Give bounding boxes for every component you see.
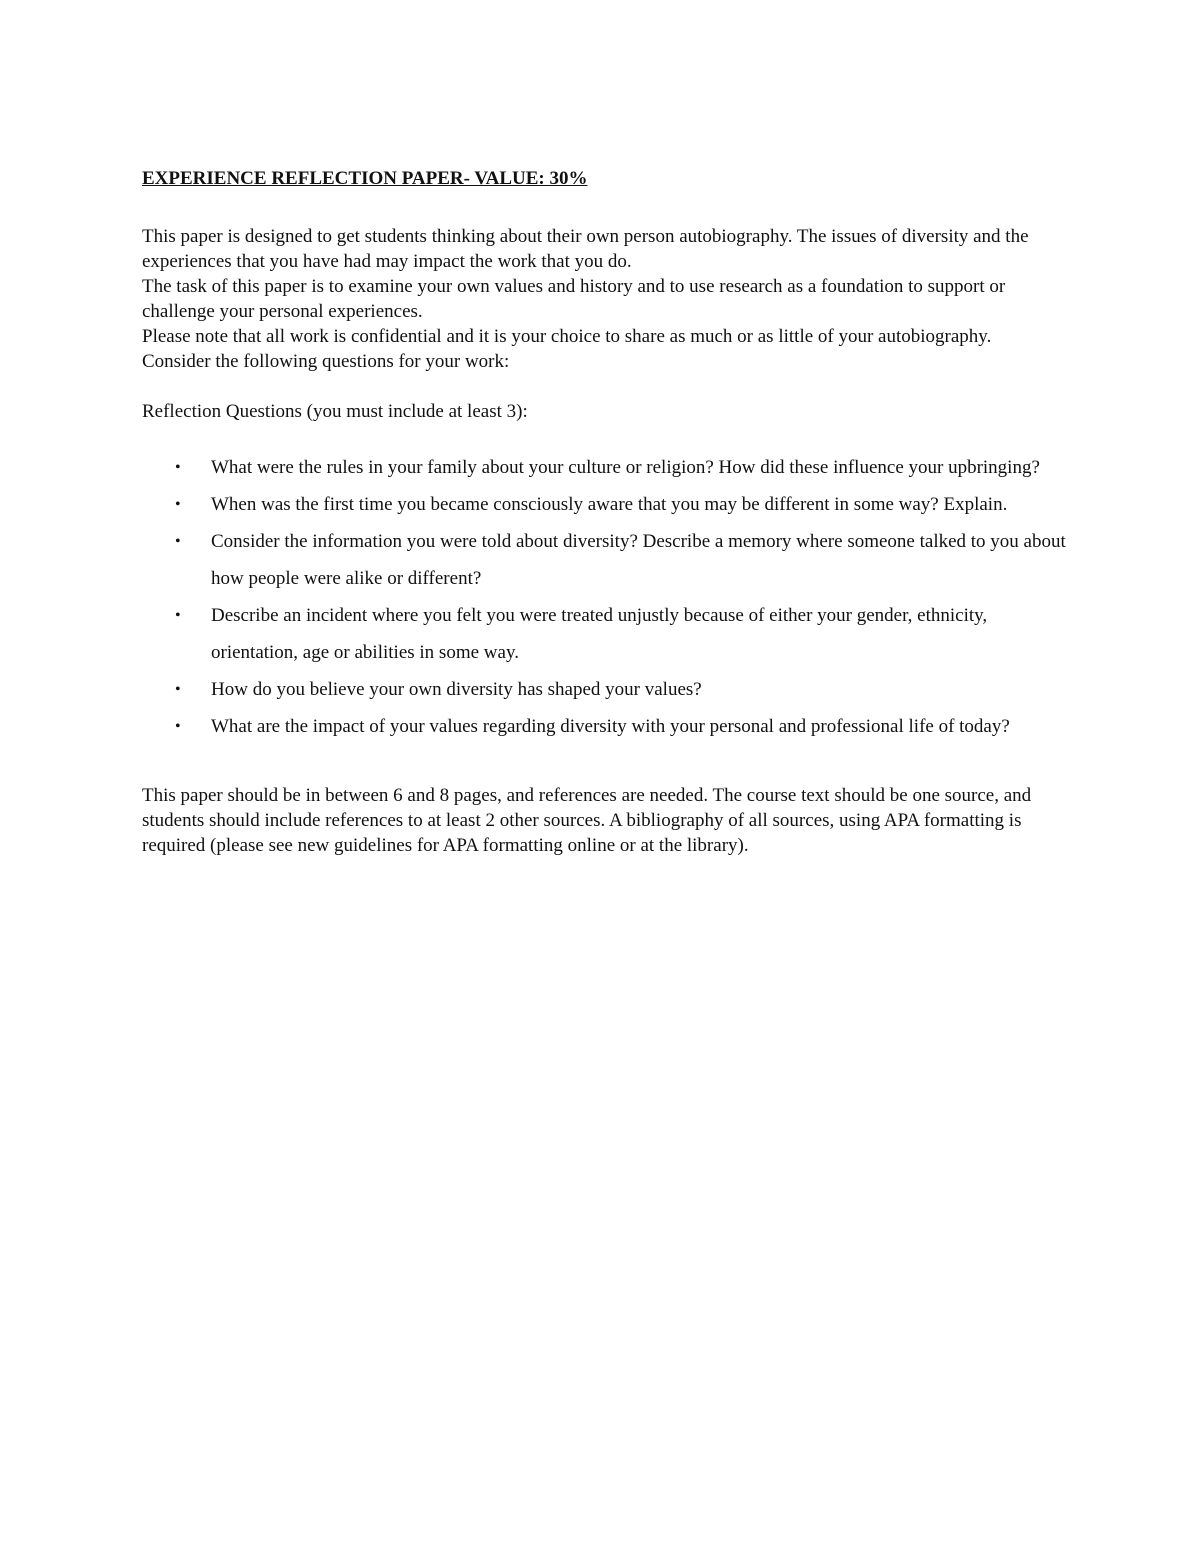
bullet-icon: •: [175, 607, 181, 624]
question-text: Consider the information you were told about diversity? Describe a memory where someone talked to you about how people were alike or different?: [211, 531, 1066, 589]
intro-paragraph-3: Please note that all work is confidential and it is your choice to share as much or as little of your autobiography.: [142, 326, 992, 347]
question-text: How do you believe your own diversity has shaped your values?: [211, 679, 702, 700]
intro-paragraph-1: This paper is designed to get students thinking about their own person autobiography. The issues of diversity and the experiences that you have had may impact the work that you do.: [142, 226, 1029, 272]
reflection-questions-list: [142, 449, 1072, 745]
intro-paragraph-2: The task of this paper is to examine your own values and history and to use research as a foundation to support or challenge your personal experiences.: [142, 276, 1006, 322]
closing-paragraph: This paper should be in between 6 and 8 pages, and references are needed. The course text should be one source, and students should include references to at least 2 other sources. A bibliography of all sources, using APA formatting is required (please see new guidelines for APA formatting online or at the library).: [142, 785, 1032, 856]
bullet-icon: •: [175, 533, 181, 550]
spacer: [142, 191, 1072, 224]
intro-paragraph-4: Consider the following questions for your work:: [142, 351, 510, 372]
question-text: What are the impact of your values regarding diversity with your personal and professional life of today?: [211, 716, 1010, 737]
question-text: When was the first time you became consciously aware that you may be different in some way? Explain.: [211, 494, 1008, 515]
bullet-icon: •: [175, 459, 181, 476]
question-text: Describe an incident where you felt you were treated unjustly because of either your gender, ethnicity, orientation, age or abilities in some way.: [211, 605, 988, 663]
bullet-icon: •: [175, 496, 181, 513]
spacer: [142, 424, 1072, 449]
questions-heading: Reflection Questions (you must include at least 3):: [142, 401, 528, 422]
list-item: [142, 708, 1072, 745]
document-title: EXPERIENCE REFLECTION PAPER- VALUE: 30%: [142, 168, 588, 189]
list-item: [142, 671, 1072, 708]
document-body: [142, 166, 1072, 858]
list-item: [142, 486, 1072, 523]
question-text: What were the rules in your family about your culture or religion? How did these influence your upbringing?: [211, 457, 1040, 478]
spacer: [142, 374, 1072, 399]
list-item: [142, 523, 1072, 597]
spacer: [142, 745, 1072, 783]
bullet-icon: •: [175, 681, 181, 698]
bullet-icon: •: [175, 718, 181, 735]
list-item: [142, 597, 1072, 671]
list-item: [142, 449, 1072, 486]
